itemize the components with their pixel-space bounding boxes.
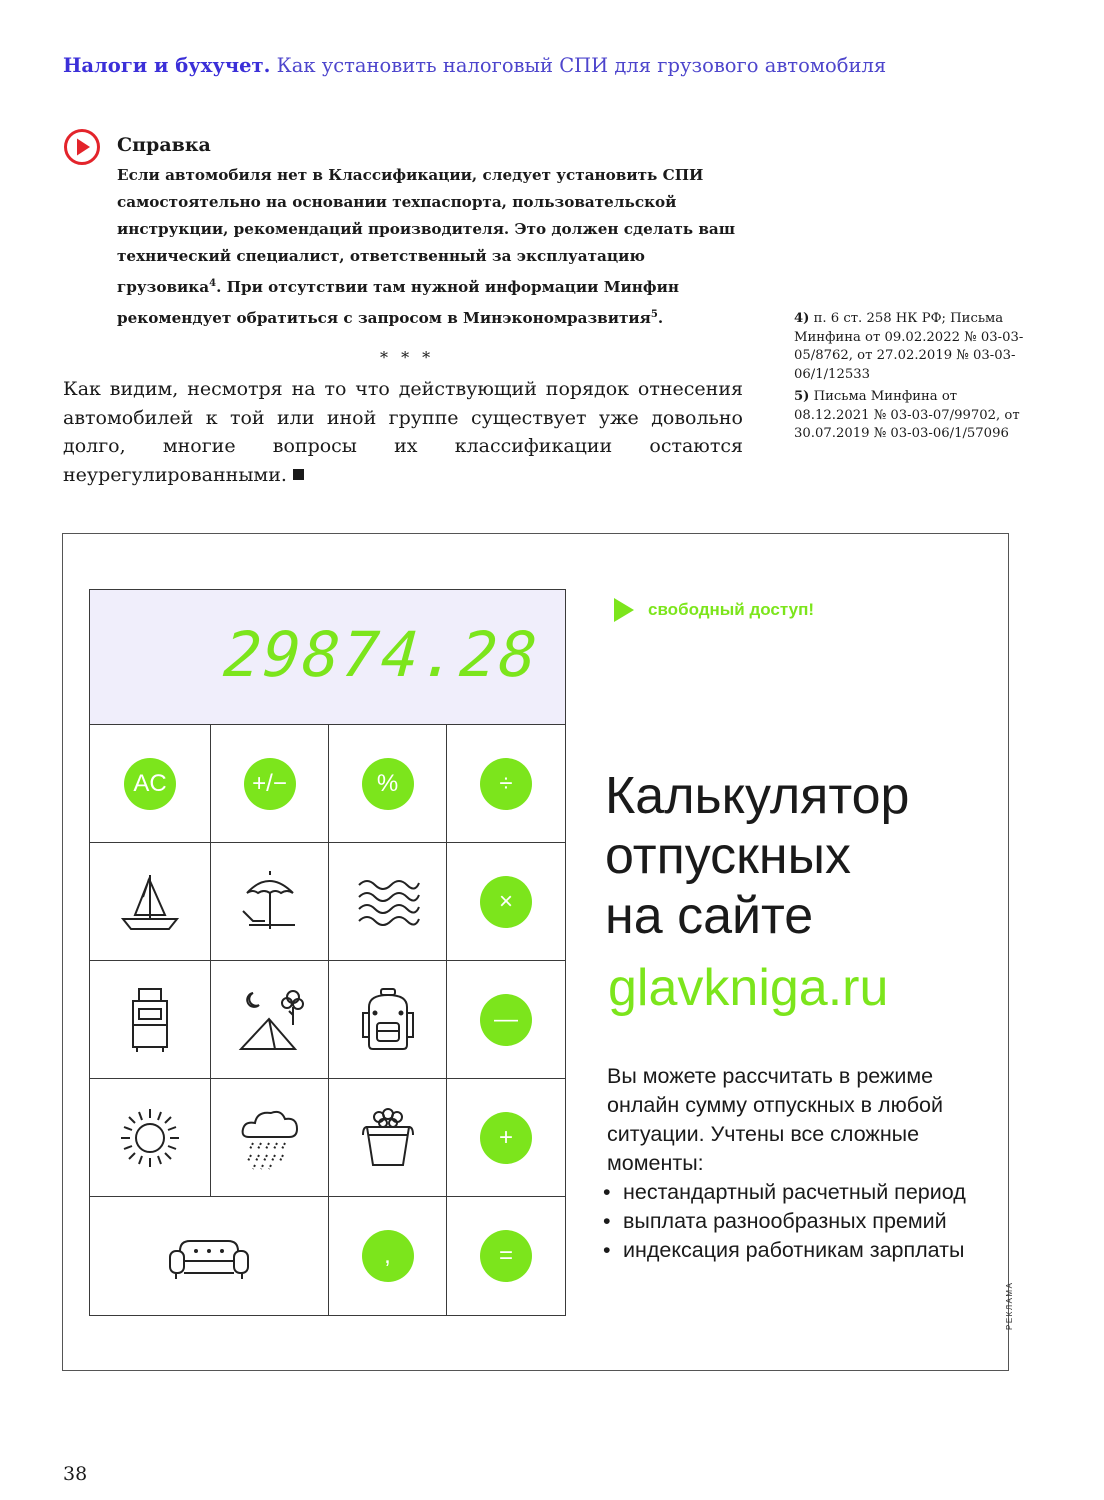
free-access-label[interactable]: свободный доступ! <box>614 598 814 622</box>
conclusion-paragraph: Как видим, несмотря на то что действующий порядок отнесения автомобилей к той или иной группе существует уже довольно долго, многие вопросы их классификации остаются неурегулированными. <box>63 378 743 486</box>
footnote-ref-5: 5 <box>650 309 658 321</box>
page-number: 38 <box>63 1463 88 1485</box>
cell-sailboat <box>90 843 211 961</box>
list-item: • индексация работникам зарплаты <box>607 1236 997 1265</box>
display-value: 29874.28 <box>221 618 542 691</box>
article-title: Как установить налоговый СПИ для грузового автомобиля <box>276 54 887 77</box>
ad-title: Калькулятор отпускных на сайте <box>605 767 910 945</box>
cell-tent <box>211 961 329 1079</box>
percent-button[interactable]: % <box>362 758 414 810</box>
cell-divide <box>447 725 565 843</box>
reference-text: Если автомобиля нет в Классификации, следует установить СПИ самостоятельно на основании техпаспорта, пользовательской инструкции, рекомендаций производителя. Это должен сделать ваш технический специалист, ответственный за эксплуатацию грузовика$^4$. При отсутствии там нужной информации Минфин рекомендует обратиться с запросом в Минэкономразвития$^5$. <box>117 166 736 328</box>
cell-waves <box>329 843 447 961</box>
cell-multiply <box>447 843 565 961</box>
cell-equals <box>447 1197 565 1315</box>
cell-backpack <box>329 961 447 1079</box>
equals-button[interactable]: = <box>480 1230 532 1282</box>
cell-comma <box>329 1197 447 1315</box>
minus-button[interactable]: — <box>480 994 532 1046</box>
cell-suitcase <box>90 961 211 1079</box>
ac-button[interactable]: AC <box>124 758 176 810</box>
cell-sun <box>90 1079 211 1197</box>
footnote-5: 5) Письма Минфина от 08.12.2021 № 03-03-07/99702, от 30.07.2019 № 03-03-06/1/57096 <box>794 389 1020 441</box>
section-title: Налоги и бухучет. <box>63 54 271 77</box>
cell-umbrella <box>211 843 329 961</box>
cell-sofa <box>90 1197 329 1315</box>
calculator-illustration <box>89 589 566 1316</box>
ad-label: РЕКЛАМА <box>1005 1281 1014 1330</box>
play-circle-icon <box>63 128 101 166</box>
tent-icon <box>235 985 305 1055</box>
footnote-ref-4: 4 <box>209 278 217 289</box>
page-header <box>63 54 886 77</box>
sailboat-icon <box>115 867 185 937</box>
cell-minus <box>447 961 565 1079</box>
multiply-button[interactable]: × <box>480 876 532 928</box>
cell-percent <box>329 725 447 843</box>
bucket-icon <box>353 1103 423 1173</box>
cell-ac <box>90 725 211 843</box>
section-separator: * * * <box>380 348 435 367</box>
calculator-display <box>90 590 565 725</box>
cell-plus <box>447 1079 565 1197</box>
end-mark-icon <box>293 469 304 480</box>
cell-plus-minus <box>211 725 329 843</box>
waves-icon <box>353 867 423 937</box>
list-item: • нестандартный расчетный период <box>607 1178 997 1207</box>
plus-minus-button[interactable]: +/− <box>244 758 296 810</box>
rain-cloud-icon <box>235 1103 305 1173</box>
sun-icon <box>115 1103 185 1173</box>
footnotes <box>794 310 1034 448</box>
ad-description: Вы можете рассчитать в режиме онлайн сумму отпускных в любой ситуации. Учтены все сложные моменты: • нестандартный расчетный период • выплата разнообразных премий • индексация работникам зарплаты <box>607 1062 997 1265</box>
suitcase-icon <box>115 985 185 1055</box>
reference-title: Справка <box>117 134 211 156</box>
feature-list <box>607 1178 997 1265</box>
cell-bucket <box>329 1079 447 1197</box>
list-item: • выплата разнообразных премий <box>607 1207 997 1236</box>
comma-button[interactable]: , <box>362 1230 414 1282</box>
cell-rain <box>211 1079 329 1197</box>
divide-button[interactable]: ÷ <box>480 758 532 810</box>
beach-umbrella-icon <box>235 867 305 937</box>
backpack-icon <box>353 985 423 1055</box>
footnote-4: 4) п. 6 ст. 258 НК РФ; Письма Минфина от 09.02.2022 № 03-03-05/8762, от 27.02.2019 № 03-03-06/1/12533 <box>794 311 1024 382</box>
plus-button[interactable]: + <box>480 1112 532 1164</box>
play-triangle-icon <box>614 598 634 622</box>
sofa-icon <box>164 1221 254 1291</box>
site-link[interactable]: glavkniga.ru <box>608 959 889 1017</box>
